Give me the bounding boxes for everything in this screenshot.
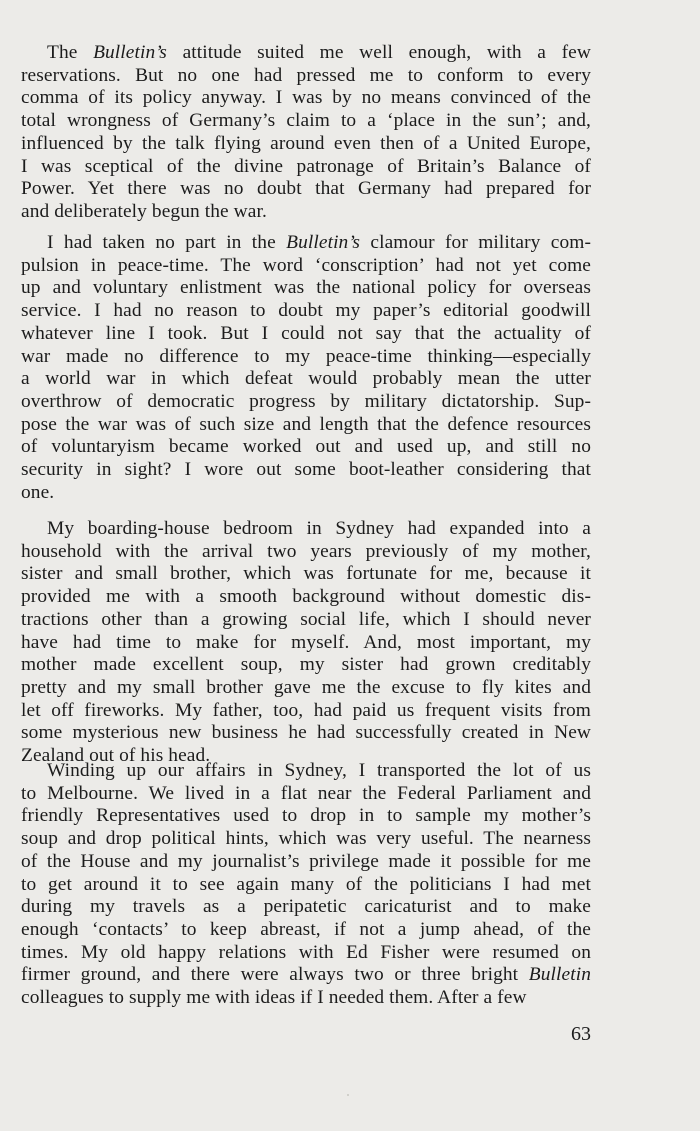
text-line: during my travels as a peripatetic caricaturist and to make — [21, 896, 591, 918]
text-line: friendly Representatives used to drop in to sample my mother’s — [21, 805, 591, 827]
text-line: a world war in which defeat would probably mean the utter — [21, 368, 591, 390]
paper-speck — [347, 1094, 349, 1096]
text-line: soup and drop political hints, which was very useful. The nearness — [21, 828, 591, 850]
text-line: total wrongness of Germany’s claim to a ‘place in the sun’; and, — [21, 110, 591, 132]
text-line: have had time to make for myself. And, most important, my — [21, 631, 591, 653]
text-line: My boarding-house bedroom in Sydney had expanded into a — [47, 518, 591, 539]
text-line: up and voluntary enlistment was the national policy for overseas — [21, 277, 591, 299]
text-line: colleagues to supply me with ideas if I needed them. After a few — [21, 987, 527, 1008]
text-line: reservations. But no one had pressed me to conform to every — [21, 64, 591, 86]
text-line: pretty and my small brother gave me the excuse to fly kites and — [21, 676, 591, 698]
text-line: to get around it to see again many of the politicians I had met — [21, 873, 591, 895]
text-line: overthrow of democratic progress by military dictatorship. Sup- — [21, 390, 591, 412]
text-line: service. I had no reason to doubt my paper’s editorial goodwill — [21, 300, 591, 322]
text-line: let off fireworks. My father, too, had paid us frequent visits from — [21, 699, 591, 721]
text-line: of the House and my journalist’s privilege made it possible for me — [21, 850, 591, 872]
text-line: whatever line I took. But I could not say that the actuality of — [21, 322, 591, 344]
text-line: times. My old happy relations with Ed Fisher were resumed on — [21, 941, 591, 963]
text-line: and deliberately begun the war. — [21, 200, 267, 222]
text-line: household with the arrival two years previously of my mother, — [21, 540, 591, 562]
text-line: Winding up our affairs in Sydney, I transported the lot of us — [47, 760, 591, 781]
text-line: of voluntaryism became worked out and used up, and still no — [21, 436, 591, 458]
page-number: 63 — [571, 1023, 591, 1045]
text-line: pulsion in peace-time. The word ‘conscription’ had not yet come — [21, 254, 591, 276]
text-line: enough ‘contacts’ to keep abreast, if not a jump ahead, of the — [21, 918, 591, 940]
text-line: Zealand out of his head. — [21, 745, 211, 766]
text-line: I had taken no part in the Bulletin’s clamour for military com- — [47, 232, 592, 253]
text-line: mother made excellent soup, my sister had grown creditably — [21, 654, 591, 676]
text-line: influenced by the talk flying around even then of a United Europe, — [21, 132, 591, 154]
text-line: I was sceptical of the divine patronage of Britain’s Balance of — [21, 155, 591, 177]
text-line: pose the war was of such size and length that the defence resources — [21, 413, 591, 435]
text-line: The Bulletin’s attitude suited me well enough, with a few — [47, 42, 591, 63]
text-line: one. — [21, 481, 55, 503]
text-line: firmer ground, and there were always two or three bright Bulletin — [21, 964, 591, 986]
text-line: security in sight? I wore out some boot-leather considering that — [21, 459, 591, 480]
text-line: some mysterious new business he had successfully created in New — [21, 722, 591, 744]
text-line: comma of its policy anyway. I was by no means convinced of the — [21, 87, 591, 109]
text-line: sister and small brother, which was fortunate for me, because it — [21, 563, 591, 585]
text-line: Power. Yet there was no doubt that Germany had prepared for — [21, 178, 591, 200]
text-line: tractions other than a growing social life, which I should never — [21, 608, 591, 630]
text-line: war made no difference to my peace-time thinking—especially — [21, 345, 591, 367]
text-line: to Melbourne. We lived in a flat near the Federal Parliament and — [21, 782, 591, 804]
text-line: provided me with a smooth background without domestic dis- — [21, 586, 591, 608]
